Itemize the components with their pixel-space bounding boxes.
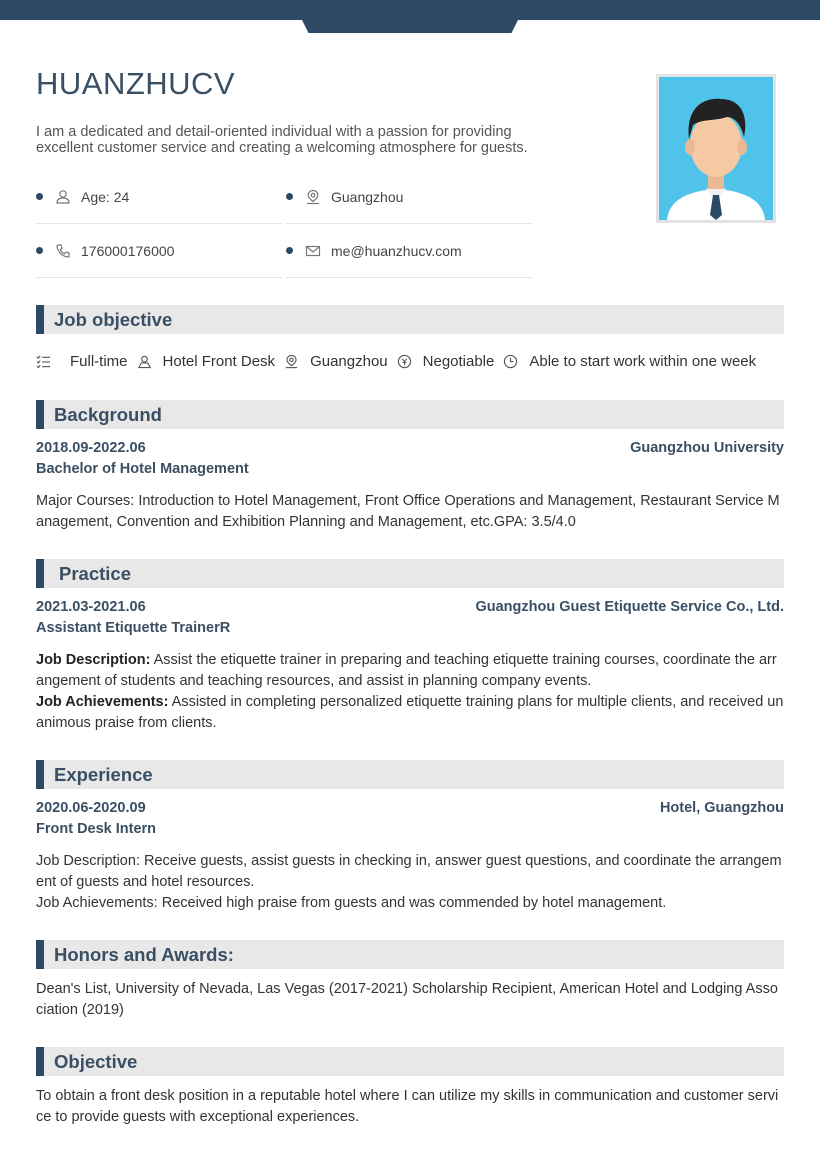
section-job-objective bbox=[36, 305, 784, 334]
section-title: Background bbox=[54, 404, 162, 425]
experience-company: Hotel, Guangzhou bbox=[659, 800, 784, 816]
phone-text: 176000176000 bbox=[81, 242, 175, 259]
phone-icon bbox=[55, 243, 71, 259]
user-icon bbox=[55, 189, 71, 205]
section-honors bbox=[36, 940, 784, 969]
location-icon bbox=[284, 350, 306, 372]
job-achievements-label: Job Achievements: bbox=[36, 694, 169, 710]
practice-achievements bbox=[36, 692, 784, 734]
info-city bbox=[286, 170, 532, 224]
section-background bbox=[36, 400, 784, 429]
practice-header-row bbox=[36, 599, 784, 615]
experience-dates: 2020.06-2020.09 bbox=[36, 800, 146, 816]
section-title: Job objective bbox=[54, 309, 173, 330]
location-icon bbox=[305, 189, 321, 205]
job-availability: Able to start work within one week bbox=[529, 352, 757, 370]
info-email bbox=[286, 224, 532, 278]
job-type: Full-time bbox=[70, 352, 128, 370]
salary-icon bbox=[397, 350, 419, 372]
position-icon bbox=[137, 350, 159, 372]
practice-dates: 2021.03-2021.06 bbox=[36, 599, 146, 615]
job-position: Hotel Front Desk bbox=[162, 352, 276, 370]
section-accent-bar bbox=[36, 305, 44, 334]
top-banner bbox=[0, 0, 820, 20]
experience-header-row bbox=[36, 800, 784, 816]
age-text: Age: 24 bbox=[81, 188, 130, 205]
section-practice bbox=[36, 559, 784, 588]
job-achievements-text: Assisted in completing personalized etiquette training plans for multiple clients, and received unanimous praise from clients. bbox=[36, 694, 784, 731]
section-accent-bar bbox=[36, 400, 44, 429]
background-courses: Major Courses: Introduction to Hotel Management, Front Office Operations and Management, Restaurant Service Management, Convention and Exhibition Planning and Management, etc.GPA: 3.5/4.0 bbox=[36, 493, 780, 530]
intro-text: I am a dedicated and detail-oriented individual with a passion for providing excellent customer service and creating a welcoming atmosphere for guests. bbox=[36, 124, 528, 156]
job-city: Guangzhou bbox=[310, 352, 388, 370]
section-experience bbox=[36, 760, 784, 789]
background-school: Guangzhou University bbox=[630, 440, 784, 456]
job-salary: Negotiable bbox=[422, 352, 495, 370]
city-text: Guangzhou bbox=[331, 188, 404, 205]
job-objective-line bbox=[36, 350, 796, 372]
section-title: Honors and Awards: bbox=[54, 944, 234, 965]
info-age bbox=[36, 170, 282, 224]
bullet-dot bbox=[286, 247, 293, 254]
practice-company: Guangzhou Guest Etiquette Service Co., Ltd. bbox=[475, 599, 784, 615]
email-text: me@huanzhucv.com bbox=[331, 242, 462, 259]
bullet-dot bbox=[36, 193, 43, 200]
section-accent-bar bbox=[36, 559, 44, 588]
job-description-text: Assist the etiquette trainer in preparing and teaching etiquette training courses, coordinate the arrangement of students and teaching resources, and assist in planning company events. bbox=[36, 652, 777, 689]
section-title: Experience bbox=[54, 764, 153, 785]
clock-icon bbox=[503, 350, 525, 372]
background-dates: 2018.09-2022.06 bbox=[36, 440, 146, 456]
info-phone bbox=[36, 224, 282, 278]
practice-description bbox=[36, 650, 784, 692]
avatar-illustration bbox=[659, 77, 773, 220]
section-accent-bar bbox=[36, 760, 44, 789]
section-accent-bar bbox=[36, 1047, 44, 1076]
honors-text: Dean's List, University of Nevada, Las Vegas (2017-2021) Scholarship Recipient, American Hotel and Lodging Association (2019) bbox=[36, 981, 778, 1018]
job-description-label: Job Description: bbox=[36, 652, 151, 668]
section-title: Practice bbox=[59, 563, 131, 584]
section-accent-bar bbox=[36, 940, 44, 969]
list-icon bbox=[36, 350, 58, 372]
objective-text: To obtain a front desk position in a reputable hotel where I can utilize my skills in communication and customer service to provide guests with exceptional experiences. bbox=[36, 1088, 779, 1125]
experience-description: Job Description: Receive guests, assist guests in checking in, answer guest questions, and coordinate the arrangement of guests and hotel resources. bbox=[36, 853, 782, 890]
profile-photo bbox=[656, 74, 776, 223]
background-header-row bbox=[36, 440, 784, 456]
resume-name: HUANZHUCV bbox=[36, 66, 236, 101]
section-objective bbox=[36, 1047, 784, 1076]
background-degree: Bachelor of Hotel Management bbox=[36, 461, 249, 477]
section-title: Objective bbox=[54, 1051, 138, 1072]
top-tab bbox=[302, 20, 518, 33]
experience-role: Front Desk Intern bbox=[36, 821, 157, 837]
bullet-dot bbox=[286, 193, 293, 200]
practice-role: Assistant Etiquette TrainerR bbox=[36, 620, 231, 636]
mail-icon bbox=[305, 243, 321, 259]
experience-achievements: Job Achievements: Received high praise from guests and was commended by hotel management. bbox=[36, 895, 667, 911]
bullet-dot bbox=[36, 247, 43, 254]
